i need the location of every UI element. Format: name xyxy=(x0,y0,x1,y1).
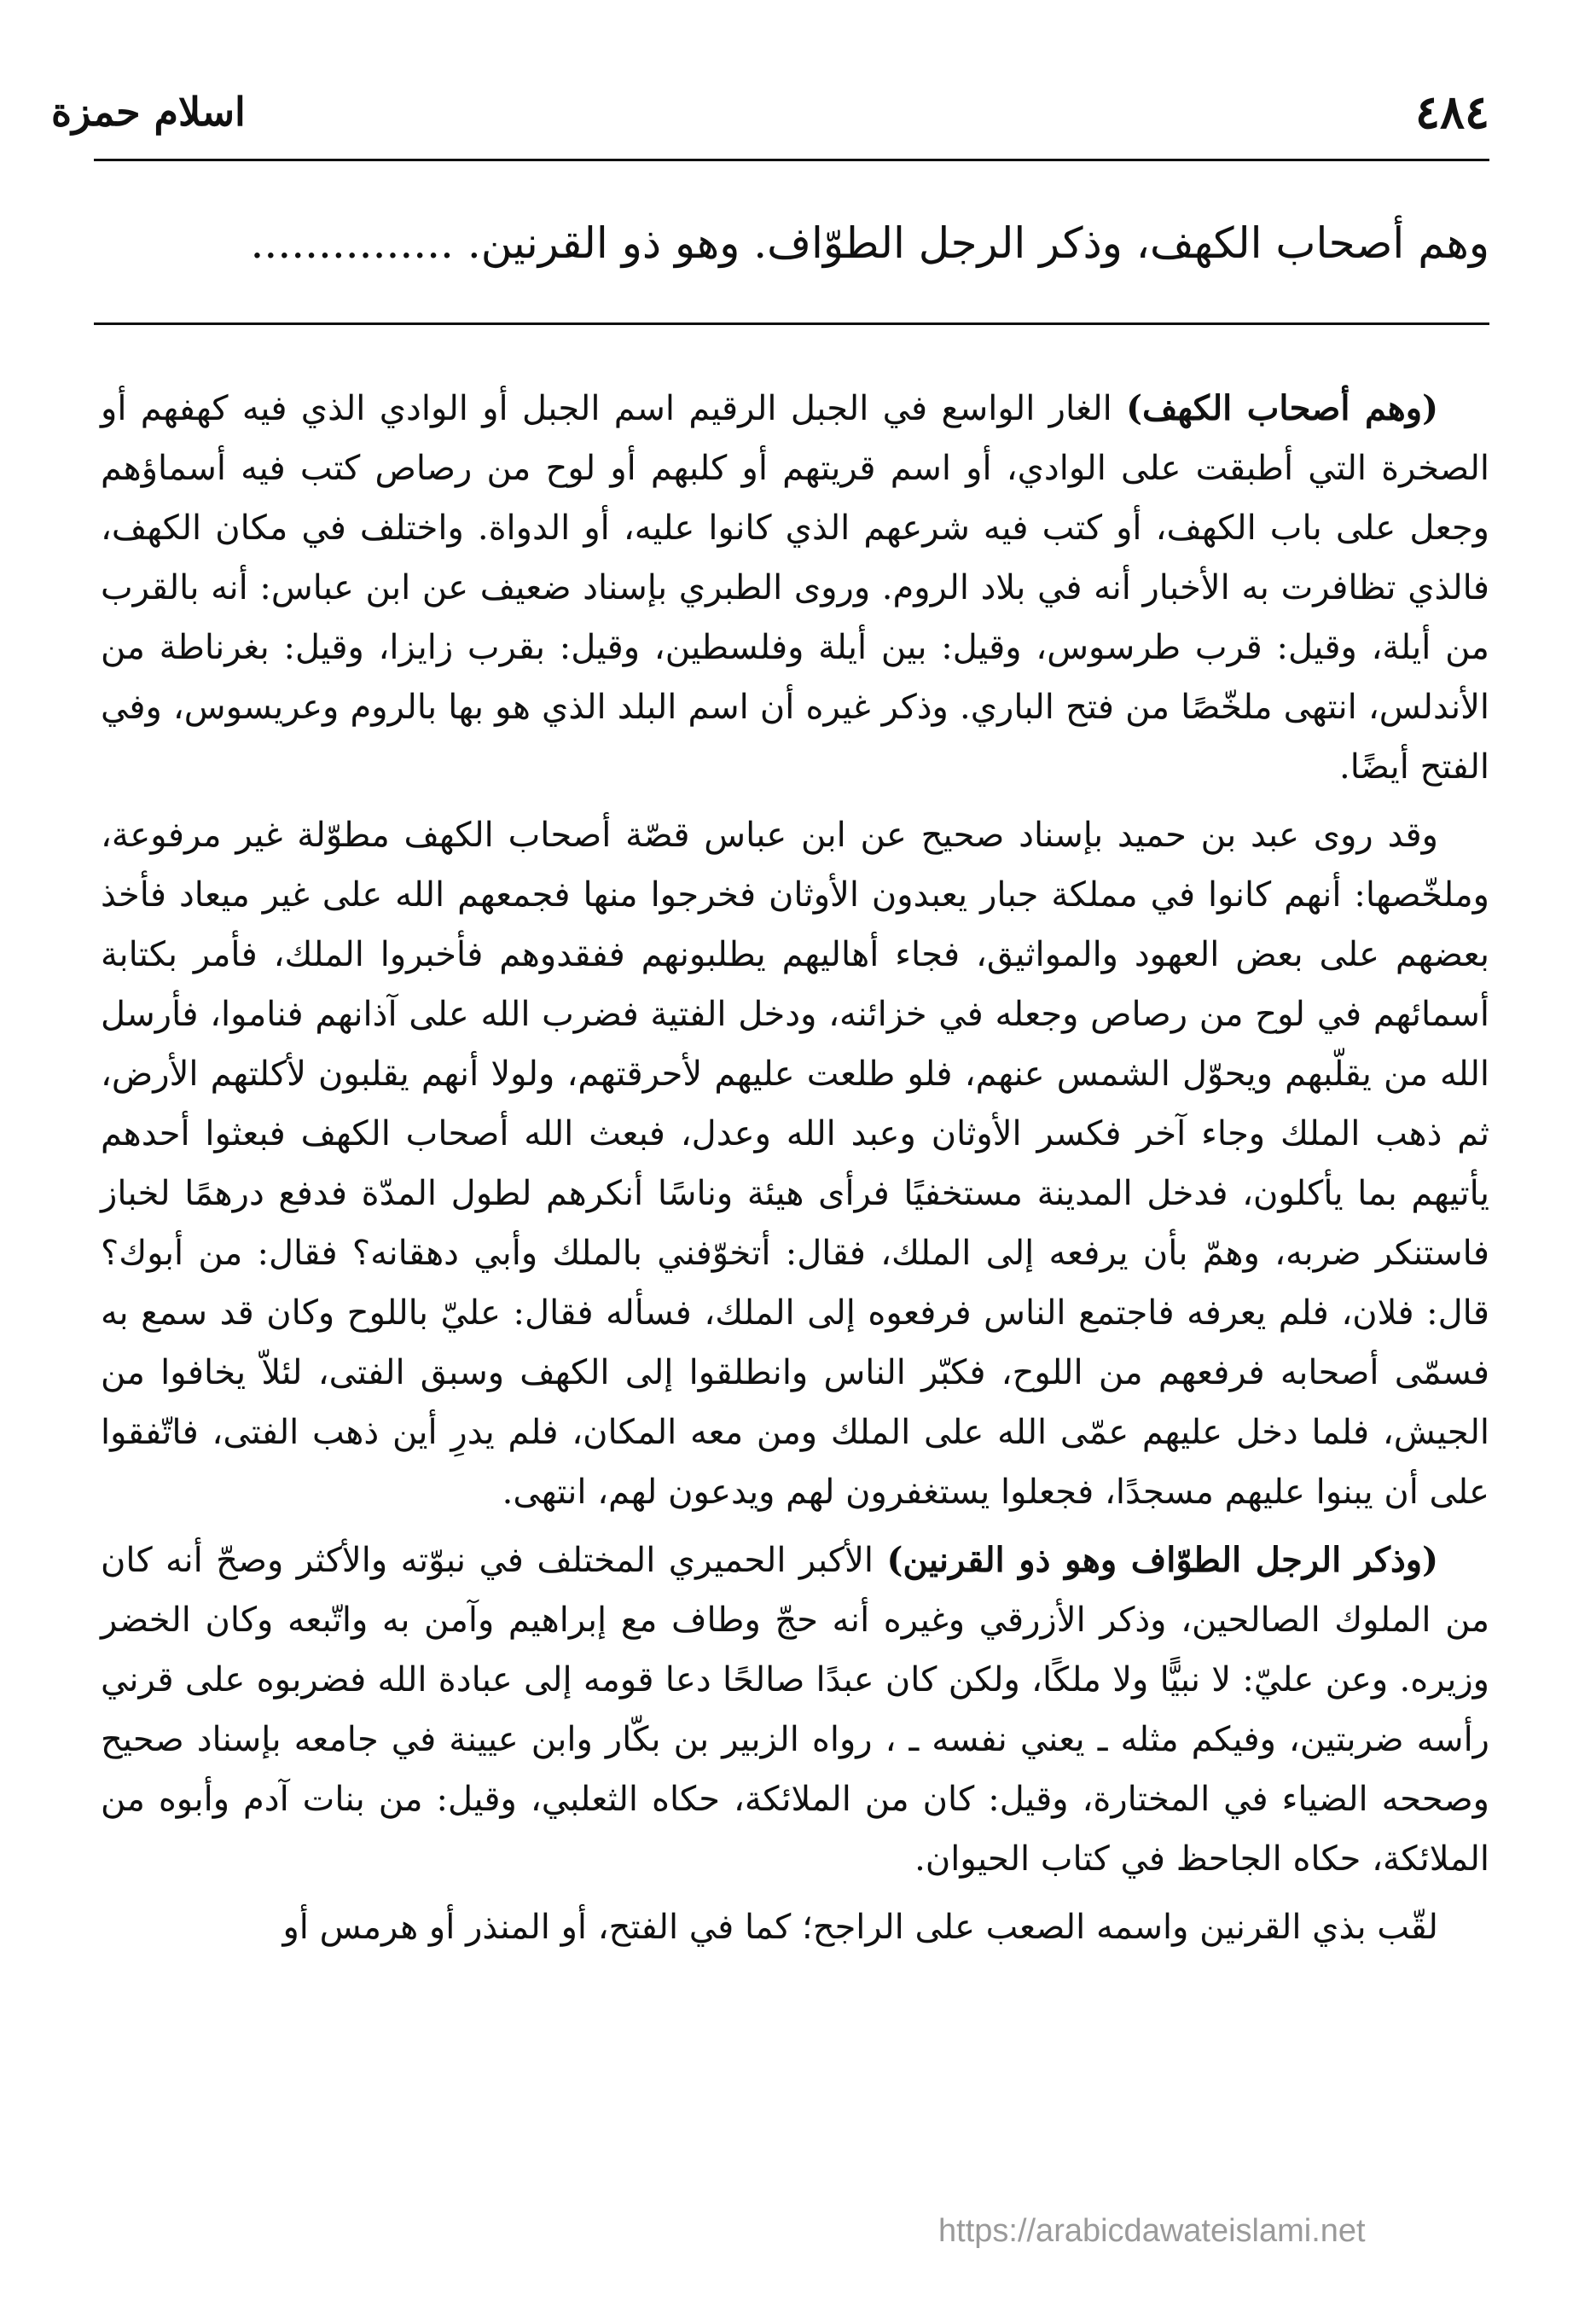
running-title: اسلام حمزة xyxy=(51,89,246,135)
page-number: ٤٨٤ xyxy=(1414,84,1489,139)
verse-dots: ............... xyxy=(250,218,454,268)
page-header xyxy=(51,82,1489,142)
main-text-line xyxy=(102,213,1489,273)
separator-rule xyxy=(94,322,1489,325)
commentary-body xyxy=(101,379,1489,1966)
verse-text: وهم أصحاب الكهف، وذكر الرجل الطوّاف. وهو ذو القرنين. xyxy=(467,218,1489,268)
lemma-heading: (وذكر الرجل الطوّاف وهو ذو القرنين) xyxy=(886,1540,1438,1580)
paragraph-text: الغار الواسع في الجبل الرقيم اسم الجبل أو الوادي الذي فيه كهفهم أو الصخرة التي أطبقت على الوادي، أو اسم قريتهم أو كلبهم أو لوح من رصاص كتب فيه أسماؤهم وجعل على باب الكهف، أو كتب فيه شرعهم الذي كانوا عليه، أو الدواة. واختلف في مكان الكهف، فالذي تظافرت به الأخبار أنه في بلاد الروم. وروى الطبري بإسناد ضعيف عن ابن عباس: أنه بالقرب من أيلة، وقيل: قرب طرسوس، وقيل: بين أيلة وفلسطين، وقيل: بقرب زايزا، وقيل: بغرناطة من الأندلس، انتهى ملخّصًا من فتح الباري. وذكر غيره أن اسم البلد الذي هو بها بالروم وعريسوس، وفي الفتح أيضًا. xyxy=(101,389,1489,787)
paragraph-laqab xyxy=(101,1897,1489,1957)
paragraph-text: لقّب بذي القرنين واسمه الصعب على الراجح؛ كما في الفتح، أو المنذر أو هرمس أو xyxy=(282,1908,1438,1947)
paragraph-text: وقد روى عبد بن حميد بإسناد صحيح عن ابن عباس قصّة أصحاب الكهف مطوّلة غير مرفوعة، وملخّصها: أنهم كانوا في مملكة جبار يعبدون الأوثان فخرجوا منها فجمعهم الله على غير ميعاد فأخذ بعضهم على بعض العهود والمواثيق، فجاء أهاليهم يطلبونهم ففقدوهم فأخبروا الملك، فأمر بكتابة أسمائهم في لوح من رصاص وجعله في خزائنه، ودخل الفتية فضرب الله على آذانهم فناموا، فأرسل الله من يقلّبهم ويحوّل الشمس عنهم، فلو طلعت عليهم لأحرقتهم، ولولا أنهم يقلبون لأكلتهم الأرض، ثم ذهب الملك وجاء آخر فكسر الأوثان وعبد الله وعدل، فبعث الله أصحاب الكهف فبعثوا أحدهم يأتيهم بما يأكلون، فدخل المدينة مستخفيًا فرأى هيئة وناسًا أنكرهم لطول المدّة فدفع درهمًا لخباز فاستنكر ضربه، وهمّ بأن يرفعه إلى الملك، فقال: أتخوّفني بالملك وأبي دهقانه؟ فقال: من أبوك؟ قال: فلان، فلم يعرفه فاجتمع الناس فرفعوه إلى الملك، فسأله فقال: عليّ باللوح وكان قد سمع به فسمّى أصحابه فرفعهم من اللوح، فكبّر الناس وانطلقوا إلى الكهف وسبق الفتى، لئلاّ يخافوا من الجيش، فلما دخل عليهم عمّى الله على الملك ومن معه المكان، فلم يدرِ أين ذهب الفتى، فاتّفقوا على أن يبنوا عليهم مسجدًا، فجعلوا يستغفرون لهم ويدعون لهم، انتهى. xyxy=(101,816,1489,1512)
paragraph-dhul-qarnayn xyxy=(101,1531,1489,1889)
watermark-url: https://arabicdawateislami.net xyxy=(938,2213,1366,2249)
lemma-heading: (وهم أصحاب الكهف) xyxy=(1126,388,1438,428)
paragraph-story xyxy=(101,805,1489,1522)
header-rule xyxy=(94,159,1489,161)
paragraph-text: الأكبر الحميري المختلف في نبوّته والأكثر وصحّ أنه كان من الملوك الصالحين، وذكر الأزرقي وغيره أنه حجّ وطاف مع إبراهيم وآمن به واتّبعه وكان الخضر وزيره. وعن عليّ: لا نبيًّا ولا ملكًا، ولكن كان عبدًا صالحًا دعا قومه إلى عبادة الله فضربوه على قرني رأسه ضربتين، وفيكم مثله ـ يعني نفسه ـ ، رواه الزبير بن بكّار وابن عيينة في جامعه بإسناد صحيح وصححه الضياء في المختارة، وقيل: كان من الملائكة، حكاه الثعلبي، وقيل: من بنات آدم وأبوه من الملائكة، حكاه الجاحظ في كتاب الحيوان. xyxy=(101,1541,1489,1879)
paragraph-ashab-al-kahf xyxy=(101,379,1489,797)
